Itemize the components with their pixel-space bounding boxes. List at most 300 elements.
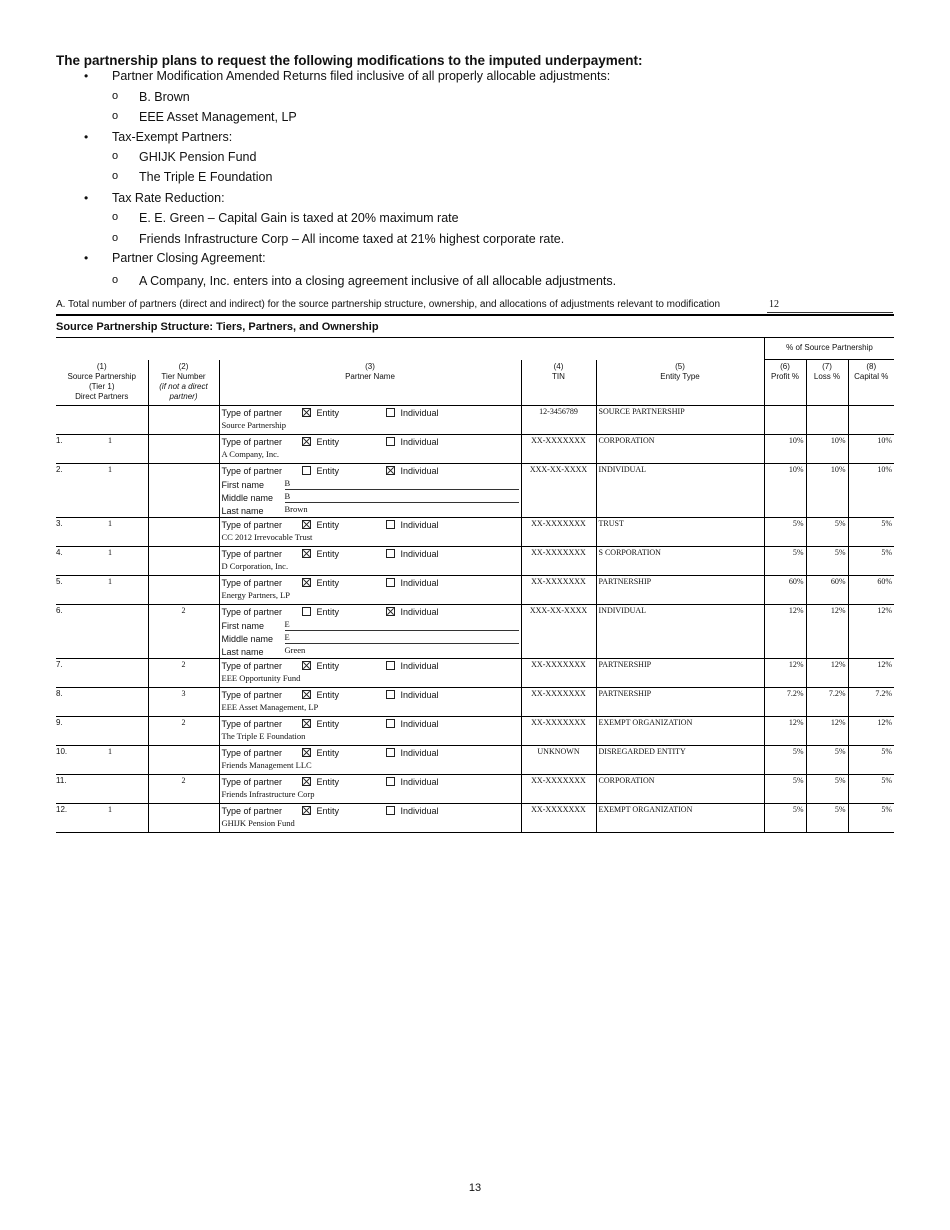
- table-row: [56, 517, 894, 546]
- cell-tin[interactable]: XX-XXXXXXX: [521, 687, 596, 716]
- checkbox-checked-icon[interactable]: [302, 748, 311, 757]
- individual-label: Individual: [400, 747, 439, 758]
- individual-label: Individual: [400, 718, 439, 729]
- individual-label: Individual: [400, 660, 439, 671]
- cell-loss-pct[interactable]: 7.2%: [806, 687, 848, 716]
- column-header: [764, 360, 806, 405]
- type-of-partner-label: Type of partner: [221, 519, 283, 530]
- cell-loss-pct[interactable]: 5%: [806, 745, 848, 774]
- sub-bullet-item: E. E. Green – Capital Gain is taxed at 20% maximum rate: [139, 211, 459, 225]
- cell-capital-pct[interactable]: 5%: [848, 546, 894, 575]
- line-a-value[interactable]: 12: [767, 299, 893, 313]
- tier1-value[interactable]: 1: [108, 547, 112, 557]
- checkbox-checked-icon[interactable]: [302, 520, 311, 529]
- column-subtitle: partner): [169, 392, 198, 401]
- column-header: [806, 360, 848, 405]
- partner-type-line: [222, 407, 519, 419]
- table-row: [56, 745, 894, 774]
- type-of-partner-label: Type of partner: [221, 436, 283, 447]
- first-name-line: [222, 477, 519, 490]
- cell-tin[interactable]: UNKNOWN: [521, 745, 596, 774]
- cell-partner-name: [219, 803, 521, 832]
- cell-tin[interactable]: 12-3456789: [521, 405, 596, 434]
- cell-capital-pct[interactable]: 7.2%: [848, 687, 894, 716]
- table-row: [56, 774, 894, 803]
- checkbox-checked-icon[interactable]: [302, 806, 311, 815]
- type-of-partner-label: Type of partner: [221, 747, 283, 758]
- cell-tin[interactable]: XX-XXXXXXX: [521, 575, 596, 604]
- cell-partner-name: [219, 434, 521, 463]
- entity-name[interactable]: Friends Infrastructure Corp: [221, 788, 315, 799]
- tier1-value[interactable]: 1: [108, 464, 112, 474]
- cell-partner-name: [219, 405, 521, 434]
- cell-tin[interactable]: XX-XXXXXXX: [521, 517, 596, 546]
- cell-partner-name: [219, 687, 521, 716]
- entity-name[interactable]: Source Partnership: [221, 419, 286, 430]
- type-of-partner-label: Type of partner: [221, 805, 283, 816]
- checkbox-checked-icon[interactable]: [302, 719, 311, 728]
- cell-profit-pct[interactable]: 5%: [764, 546, 806, 575]
- partner-type-line: [222, 577, 519, 589]
- first-name-field[interactable]: E: [285, 619, 519, 631]
- cell-loss-pct[interactable]: 5%: [806, 546, 848, 575]
- cell-source-partnership: [56, 658, 148, 687]
- column-subtitle: (if not a direct: [159, 382, 208, 391]
- partner-type-line: [222, 548, 519, 560]
- cell-entity-type[interactable]: TRUST: [596, 517, 764, 546]
- cell-profit-pct[interactable]: 5%: [764, 517, 806, 546]
- middle-name-line: [222, 490, 519, 503]
- cell-partner-name: [219, 463, 521, 517]
- cell-capital-pct[interactable]: 5%: [848, 803, 894, 832]
- cell-entity-type[interactable]: INDIVIDUAL: [596, 604, 764, 658]
- bullet-item: Partner Closing Agreement:: [112, 251, 266, 265]
- percent-header: % of Source Partnership: [764, 338, 894, 360]
- table-row: [56, 575, 894, 604]
- cell-source-partnership: [56, 687, 148, 716]
- last-name-field[interactable]: Green: [284, 644, 306, 655]
- checkbox-icon[interactable]: [302, 466, 311, 475]
- checkbox-icon[interactable]: [386, 549, 395, 558]
- column-number: (8): [866, 362, 877, 371]
- checkbox-icon[interactable]: [386, 520, 395, 529]
- partner-table: [56, 360, 894, 833]
- cell-tier-number[interactable]: 2: [148, 604, 219, 658]
- column-title: Tier Number: [161, 372, 206, 381]
- table-row: [56, 434, 894, 463]
- bullet-item: Partner Modification Amended Returns filed inclusive of all properly allocable adjustments:: [112, 69, 611, 83]
- section-header: [56, 314, 894, 338]
- checkbox-icon[interactable]: [386, 661, 395, 670]
- entity-label: Entity: [316, 776, 340, 787]
- middle-name-field[interactable]: B: [285, 491, 519, 503]
- checkbox-checked-icon[interactable]: [302, 578, 311, 587]
- row-number: 11.: [56, 775, 67, 785]
- tier1-value[interactable]: 1: [108, 576, 112, 586]
- cell-tin[interactable]: XXX-XX-XXXX: [521, 604, 596, 658]
- last-name-label: Last name: [221, 646, 264, 657]
- row-number: 4.: [56, 547, 63, 557]
- cell-tin[interactable]: XX-XXXXXXX: [521, 434, 596, 463]
- individual-label: Individual: [400, 465, 439, 476]
- cell-profit-pct[interactable]: 5%: [764, 745, 806, 774]
- cell-profit-pct[interactable]: 12%: [764, 716, 806, 745]
- first-name-field[interactable]: B: [285, 478, 519, 490]
- last-name-field[interactable]: Brown: [284, 503, 308, 514]
- table-row: [56, 604, 894, 658]
- column-title: Partner Name: [345, 372, 395, 381]
- cell-source-partnership: [56, 745, 148, 774]
- middle-name-field[interactable]: E: [285, 632, 519, 644]
- cell-partner-name: [219, 604, 521, 658]
- individual-label: Individual: [400, 436, 439, 447]
- entity-label: Entity: [316, 689, 340, 700]
- row-number: 6.: [56, 605, 63, 615]
- cell-capital-pct[interactable]: 10%: [848, 434, 894, 463]
- column-header: [848, 360, 894, 405]
- individual-label: Individual: [400, 407, 439, 418]
- last-name-line: [222, 503, 519, 516]
- cell-source-partnership: [56, 774, 148, 803]
- cell-profit-pct[interactable]: 5%: [764, 774, 806, 803]
- column-number: (3): [365, 362, 375, 371]
- entity-label: Entity: [316, 805, 340, 816]
- first-name-label: First name: [221, 479, 265, 490]
- column-number: (1): [96, 362, 107, 371]
- cell-profit-pct[interactable]: 60%: [764, 575, 806, 604]
- entity-name[interactable]: GHIJK Pension Fund: [221, 817, 295, 828]
- cell-tin[interactable]: XX-XXXXXXX: [521, 658, 596, 687]
- cell-profit-pct[interactable]: 10%: [764, 434, 806, 463]
- cell-capital-pct[interactable]: [848, 405, 894, 434]
- column-subtitle: (Tier 1): [89, 382, 115, 391]
- cell-tier-number[interactable]: [148, 575, 219, 604]
- cell-partner-name: [219, 517, 521, 546]
- cell-loss-pct[interactable]: 12%: [806, 716, 848, 745]
- entity-name[interactable]: D Corporation, Inc.: [221, 560, 289, 571]
- sub-bullet-item: B. Brown: [139, 90, 190, 104]
- hollow-circle-icon: o: [112, 150, 119, 162]
- cell-capital-pct[interactable]: 5%: [848, 517, 894, 546]
- cell-tier-number[interactable]: [148, 546, 219, 575]
- entity-label: Entity: [316, 577, 340, 588]
- column-title: TIN: [552, 372, 565, 381]
- row-number: 12.: [56, 804, 68, 814]
- checkbox-icon[interactable]: [386, 777, 395, 786]
- type-of-partner-label: Type of partner: [221, 689, 283, 700]
- hollow-circle-icon: o: [112, 274, 119, 286]
- cell-entity-type[interactable]: S CORPORATION: [596, 546, 764, 575]
- individual-label: Individual: [400, 776, 439, 787]
- cell-entity-type[interactable]: EXEMPT ORGANIZATION: [596, 803, 764, 832]
- cell-source-partnership: [56, 575, 148, 604]
- entity-name[interactable]: The Triple E Foundation: [221, 730, 306, 741]
- cell-entity-type[interactable]: PARTNERSHIP: [596, 575, 764, 604]
- partner-type-line: [222, 606, 519, 618]
- middle-name-label: Middle name: [221, 492, 274, 503]
- table-row: [56, 405, 894, 434]
- cell-entity-type[interactable]: INDIVIDUAL: [596, 463, 764, 517]
- table-row: [56, 687, 894, 716]
- column-number: (7): [822, 362, 832, 371]
- cell-source-partnership: [56, 434, 148, 463]
- bullet-item: Tax-Exempt Partners:: [112, 130, 233, 144]
- checkbox-icon[interactable]: [386, 437, 395, 446]
- row-number: 5.: [56, 576, 63, 586]
- cell-tier-number[interactable]: 3: [148, 687, 219, 716]
- cell-profit-pct[interactable]: [764, 405, 806, 434]
- cell-loss-pct[interactable]: 60%: [806, 575, 848, 604]
- sub-bullet-item: EEE Asset Management, LP: [139, 110, 297, 124]
- row-number: 1.: [56, 435, 63, 445]
- type-of-partner-label: Type of partner: [221, 465, 283, 476]
- column-number: (4): [553, 362, 564, 371]
- tier1-value[interactable]: 1: [108, 804, 112, 814]
- cell-tin[interactable]: XX-XXXXXXX: [521, 803, 596, 832]
- column-subtitle: Direct Partners: [75, 392, 129, 401]
- cell-profit-pct[interactable]: 10%: [764, 463, 806, 517]
- cell-source-partnership: [56, 546, 148, 575]
- cell-tin[interactable]: XXX-XX-XXXX: [521, 463, 596, 517]
- section-title: Source Partnership Structure: Tiers, Partners, and Ownership: [56, 321, 379, 333]
- cell-profit-pct[interactable]: 12%: [764, 604, 806, 658]
- cell-profit-pct[interactable]: 5%: [764, 803, 806, 832]
- cell-capital-pct[interactable]: 10%: [848, 463, 894, 517]
- entity-name[interactable]: EEE Asset Management, LP: [221, 701, 319, 712]
- checkbox-checked-icon[interactable]: [302, 549, 311, 558]
- cell-tier-number[interactable]: 2: [148, 658, 219, 687]
- row-number: 8.: [56, 688, 63, 698]
- table-row: [56, 803, 894, 832]
- cell-tier-number[interactable]: 2: [148, 774, 219, 803]
- cell-source-partnership: [56, 463, 148, 517]
- sub-bullet-item: The Triple E Foundation: [139, 170, 273, 184]
- cell-tin[interactable]: XX-XXXXXXX: [521, 546, 596, 575]
- tier1-value[interactable]: 1: [108, 518, 112, 528]
- hollow-circle-icon: o: [112, 211, 119, 223]
- type-of-partner-label: Type of partner: [221, 776, 283, 787]
- entity-name[interactable]: Friends Management LLC: [221, 759, 312, 770]
- middle-name-label: Middle name: [221, 633, 274, 644]
- table-row: [56, 546, 894, 575]
- column-title: Loss %: [813, 372, 841, 381]
- cell-profit-pct[interactable]: 12%: [764, 658, 806, 687]
- column-title: Entity Type: [660, 372, 700, 381]
- partner-type-line: [222, 776, 519, 788]
- cell-tier-number[interactable]: [148, 517, 219, 546]
- checkbox-icon[interactable]: [386, 578, 395, 587]
- cell-partner-name: [219, 575, 521, 604]
- cell-loss-pct[interactable]: [806, 405, 848, 434]
- entity-label: Entity: [316, 606, 340, 617]
- type-of-partner-label: Type of partner: [221, 606, 283, 617]
- cell-capital-pct[interactable]: 12%: [848, 604, 894, 658]
- column-title: Source Partnership: [67, 372, 136, 381]
- sub-bullet-item: A Company, Inc. enters into a closing agreement inclusive of all allocable adjustments.: [139, 274, 617, 288]
- row-number: 7.: [56, 659, 63, 669]
- page-heading: The partnership plans to request the following modifications to the imputed underpayment:: [56, 53, 643, 68]
- individual-label: Individual: [400, 519, 439, 530]
- column-number: (2): [178, 362, 189, 371]
- table-row: [56, 463, 894, 517]
- partner-type-line: [222, 660, 519, 672]
- partner-type-line: [222, 519, 519, 531]
- individual-label: Individual: [400, 548, 439, 559]
- column-header: [56, 360, 148, 405]
- table-header-row: [56, 360, 894, 405]
- cell-tier-number[interactable]: [148, 463, 219, 517]
- hollow-circle-icon: o: [112, 170, 119, 182]
- column-header: [219, 360, 521, 405]
- type-of-partner-label: Type of partner: [221, 577, 283, 588]
- cell-capital-pct[interactable]: 5%: [848, 745, 894, 774]
- entity-name[interactable]: EEE Opportunity Fund: [221, 672, 301, 683]
- cell-entity-type[interactable]: CORPORATION: [596, 774, 764, 803]
- checkbox-checked-icon[interactable]: [302, 408, 311, 417]
- checkbox-checked-icon[interactable]: [302, 437, 311, 446]
- individual-label: Individual: [400, 689, 439, 700]
- checkbox-icon[interactable]: [386, 806, 395, 815]
- cell-loss-pct[interactable]: 5%: [806, 517, 848, 546]
- checkbox-icon[interactable]: [386, 690, 395, 699]
- checkbox-checked-icon[interactable]: [302, 777, 311, 786]
- checkbox-checked-icon[interactable]: [302, 661, 311, 670]
- line-a-label: A. Total number of partners (direct and indirect) for the source partnership structure, ownership, and allocations of adjustments relevant to modification: [56, 299, 721, 310]
- bullet-dot-icon: •: [84, 69, 89, 83]
- cell-partner-name: [219, 658, 521, 687]
- type-of-partner-label: Type of partner: [221, 718, 283, 729]
- cell-entity-type[interactable]: SOURCE PARTNERSHIP: [596, 405, 764, 434]
- hollow-circle-icon: o: [112, 232, 119, 244]
- cell-entity-type[interactable]: EXEMPT ORGANIZATION: [596, 716, 764, 745]
- cell-source-partnership: [56, 604, 148, 658]
- last-name-line: [222, 644, 519, 657]
- entity-label: Entity: [316, 436, 340, 447]
- entity-label: Entity: [316, 660, 340, 671]
- hollow-circle-icon: o: [112, 110, 119, 122]
- entity-label: Entity: [316, 407, 340, 418]
- type-of-partner-label: Type of partner: [221, 660, 283, 671]
- column-header: [148, 360, 219, 405]
- column-title: Capital %: [854, 372, 889, 381]
- cell-capital-pct[interactable]: 12%: [848, 716, 894, 745]
- row-number: 9.: [56, 717, 63, 727]
- individual-label: Individual: [400, 577, 439, 588]
- partner-type-line: [222, 436, 519, 448]
- table-row: [56, 658, 894, 687]
- entity-name[interactable]: Energy Partners, LP: [221, 589, 291, 600]
- first-name-label: First name: [221, 620, 265, 631]
- cell-loss-pct[interactable]: 12%: [806, 658, 848, 687]
- partner-type-line: [222, 689, 519, 701]
- entity-label: Entity: [316, 718, 340, 729]
- bullet-dot-icon: •: [84, 251, 89, 265]
- row-number: 2.: [56, 464, 63, 474]
- bullet-dot-icon: •: [84, 130, 89, 144]
- column-header: [521, 360, 596, 405]
- checkbox-icon[interactable]: [302, 607, 311, 616]
- cell-loss-pct[interactable]: 12%: [806, 604, 848, 658]
- hollow-circle-icon: o: [112, 90, 119, 102]
- cell-loss-pct[interactable]: 10%: [806, 463, 848, 517]
- table-row: [56, 716, 894, 745]
- checkbox-icon[interactable]: [386, 408, 395, 417]
- entity-label: Entity: [316, 548, 340, 559]
- entity-name[interactable]: A Company, Inc.: [221, 448, 280, 459]
- entity-name[interactable]: CC 2012 Irrevocable Trust: [221, 531, 313, 542]
- bullet-dot-icon: •: [84, 191, 89, 205]
- partner-type-line: [222, 465, 519, 477]
- table-body: [56, 405, 894, 832]
- cell-tin[interactable]: XX-XXXXXXX: [521, 774, 596, 803]
- cell-entity-type[interactable]: PARTNERSHIP: [596, 658, 764, 687]
- tier1-value[interactable]: 1: [108, 746, 112, 756]
- page-number: 13: [468, 1182, 482, 1194]
- cell-entity-type[interactable]: DISREGARDED ENTITY: [596, 745, 764, 774]
- cell-partner-name: [219, 546, 521, 575]
- column-title: Profit %: [770, 372, 799, 381]
- checkbox-checked-icon[interactable]: [386, 607, 395, 616]
- cell-capital-pct[interactable]: 12%: [848, 658, 894, 687]
- cell-tier-number[interactable]: [148, 434, 219, 463]
- cell-entity-type[interactable]: PARTNERSHIP: [596, 687, 764, 716]
- cell-partner-name: [219, 774, 521, 803]
- tier1-value[interactable]: 1: [108, 435, 112, 445]
- cell-tier-number[interactable]: [148, 745, 219, 774]
- entity-label: Entity: [316, 747, 340, 758]
- column-header: [596, 360, 764, 405]
- cell-tier-number[interactable]: [148, 405, 219, 434]
- partner-type-line: [222, 805, 519, 817]
- cell-loss-pct[interactable]: 5%: [806, 774, 848, 803]
- sub-bullet-item: Friends Infrastructure Corp – All income taxed at 21% highest corporate rate.: [139, 232, 565, 246]
- cell-source-partnership: [56, 716, 148, 745]
- cell-capital-pct[interactable]: 5%: [848, 774, 894, 803]
- entity-label: Entity: [316, 519, 340, 530]
- cell-entity-type[interactable]: CORPORATION: [596, 434, 764, 463]
- type-of-partner-label: Type of partner: [221, 548, 283, 559]
- individual-label: Individual: [400, 606, 439, 617]
- cell-partner-name: [219, 716, 521, 745]
- cell-loss-pct[interactable]: 10%: [806, 434, 848, 463]
- cell-loss-pct[interactable]: 5%: [806, 803, 848, 832]
- checkbox-checked-icon[interactable]: [386, 466, 395, 475]
- partner-type-line: [222, 718, 519, 730]
- cell-tier-number[interactable]: [148, 803, 219, 832]
- cell-capital-pct[interactable]: 60%: [848, 575, 894, 604]
- cell-source-partnership: [56, 517, 148, 546]
- row-number: 10.: [56, 746, 68, 756]
- checkbox-checked-icon[interactable]: [302, 690, 311, 699]
- middle-name-line: [222, 631, 519, 644]
- individual-label: Individual: [400, 805, 439, 816]
- type-of-partner-label: Type of partner: [221, 407, 283, 418]
- bullet-item: Tax Rate Reduction:: [112, 191, 225, 205]
- cell-tin[interactable]: XX-XXXXXXX: [521, 716, 596, 745]
- row-number: 3.: [56, 518, 63, 528]
- cell-profit-pct[interactable]: 7.2%: [764, 687, 806, 716]
- entity-label: Entity: [316, 465, 340, 476]
- last-name-label: Last name: [221, 505, 264, 516]
- checkbox-icon[interactable]: [386, 719, 395, 728]
- partner-type-line: [222, 747, 519, 759]
- first-name-line: [222, 618, 519, 631]
- checkbox-icon[interactable]: [386, 748, 395, 757]
- cell-source-partnership: [56, 405, 148, 434]
- cell-tier-number[interactable]: 2: [148, 716, 219, 745]
- column-number: (5): [675, 362, 685, 371]
- column-number: (6): [780, 362, 790, 371]
